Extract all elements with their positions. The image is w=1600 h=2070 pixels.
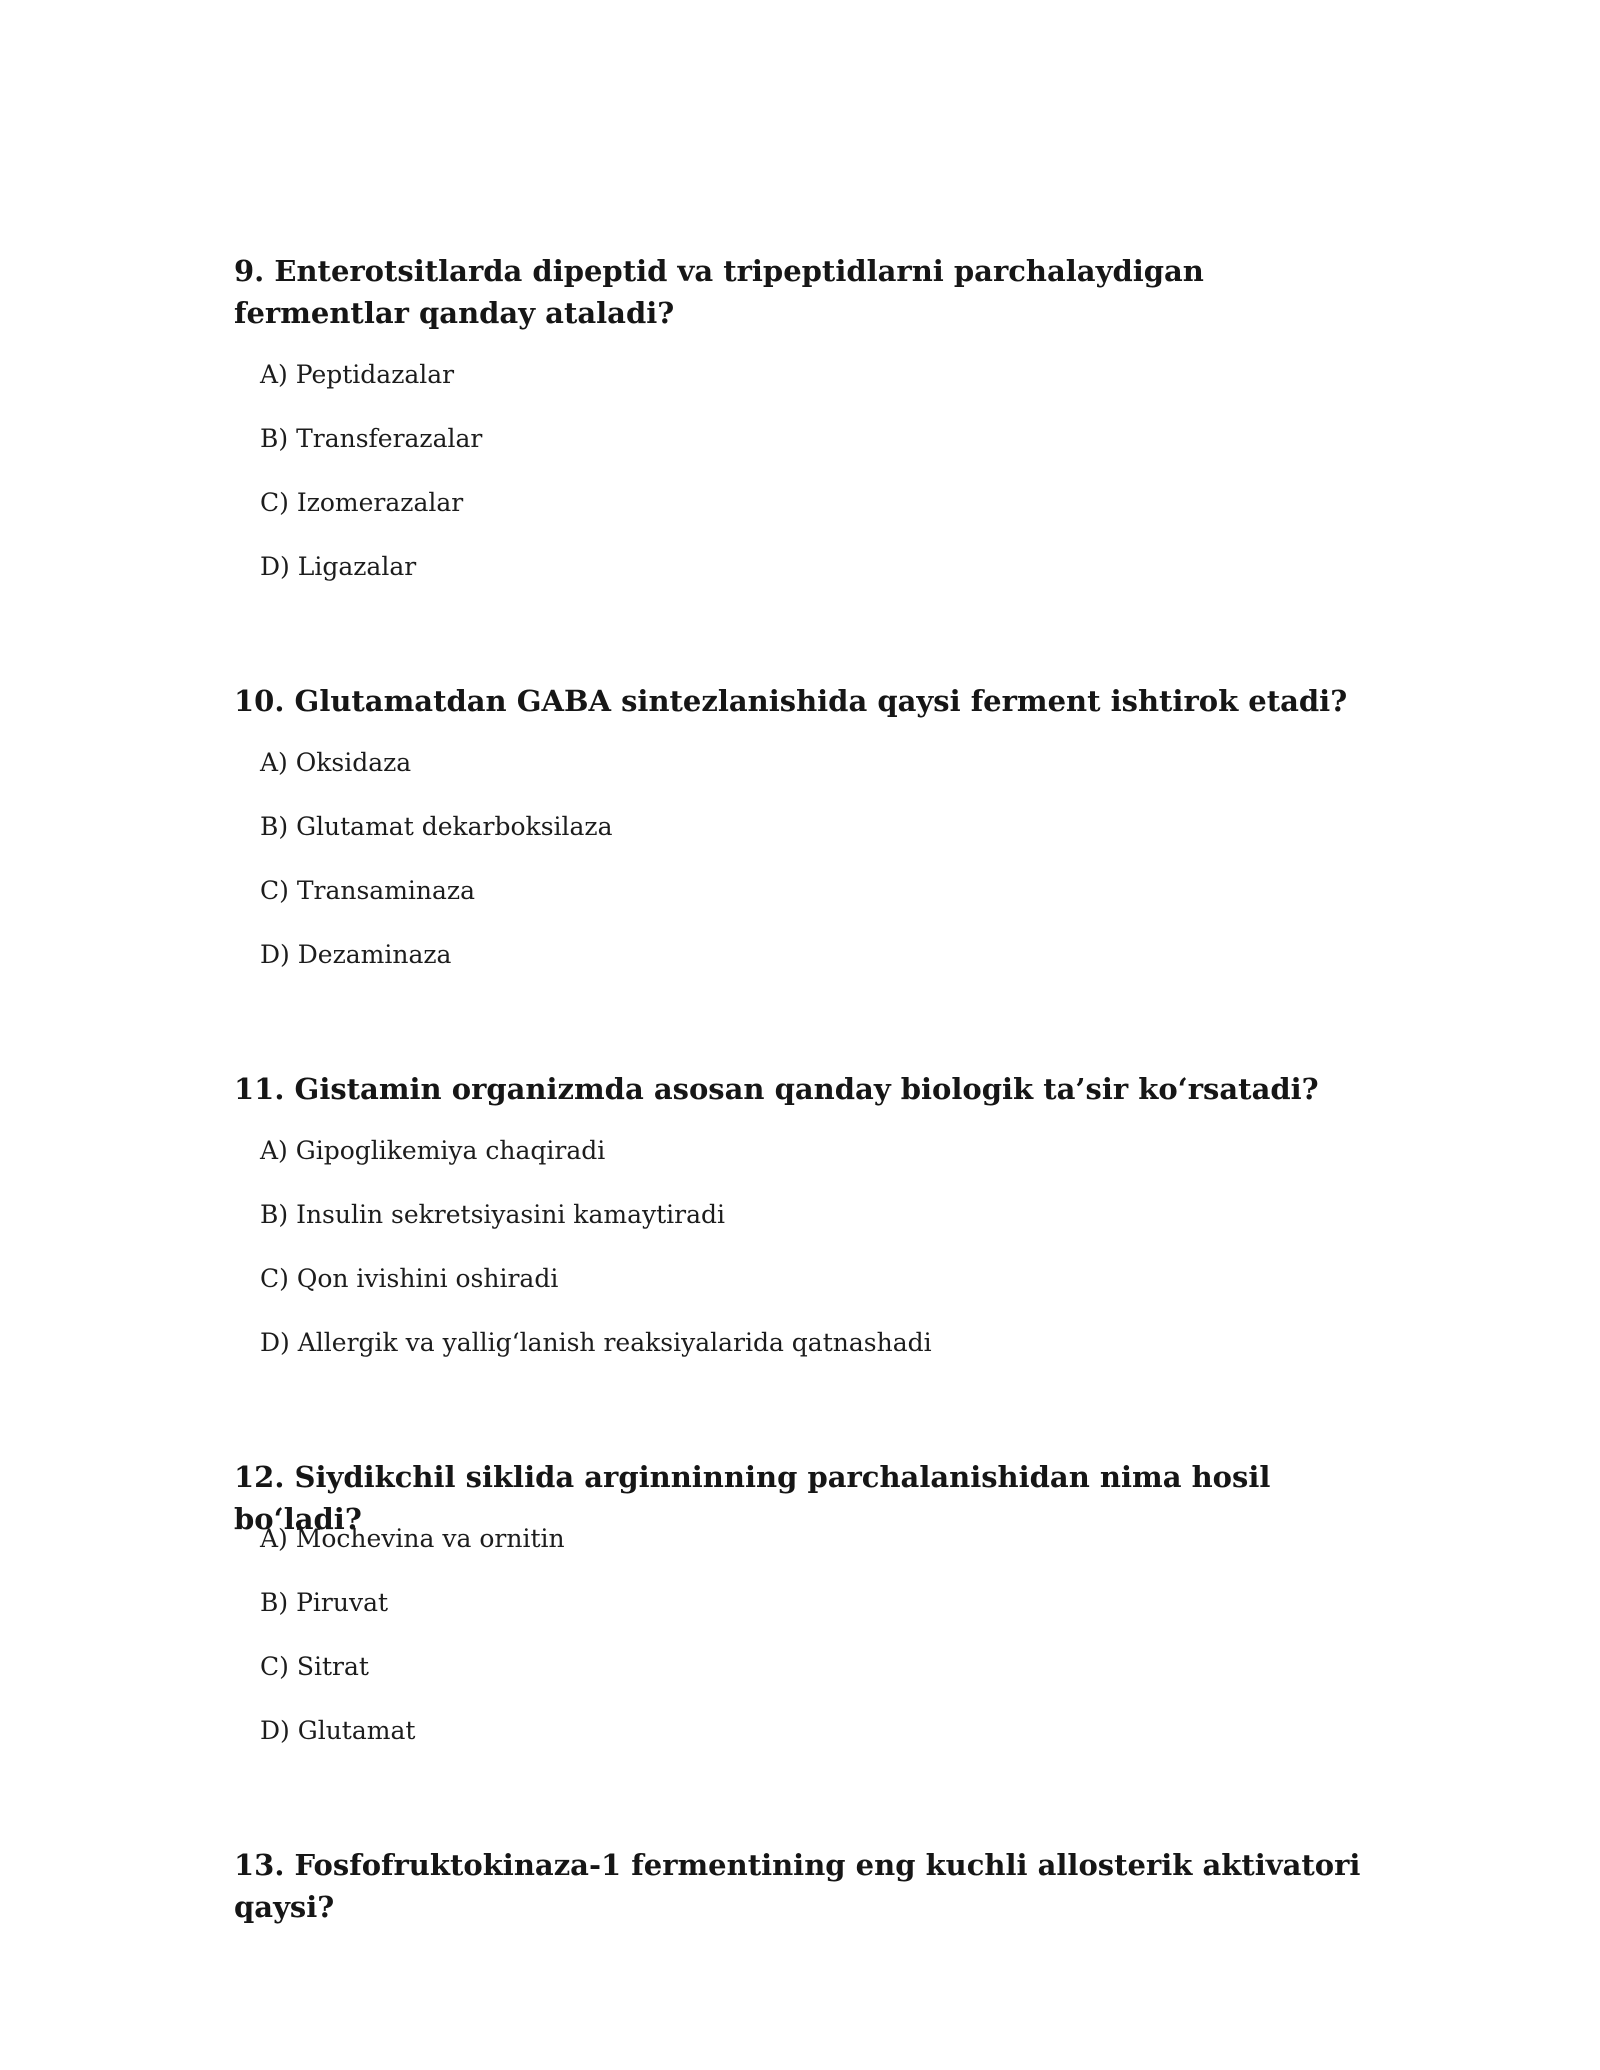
option-b: B) Glutamat dekarboksilaza bbox=[260, 812, 613, 841]
question-title: 10. Glutamatdan GABA sintezlanishida qaysi ferment ishtirok etadi? bbox=[234, 684, 1348, 718]
option-b: B) Transferazalar bbox=[260, 424, 483, 453]
option-b: B) Piruvat bbox=[260, 1588, 389, 1617]
option-d: D) Dezaminaza bbox=[260, 940, 452, 969]
question-title: 9. Enterotsitlarda dipeptid va tripeptidlarni parchalaydigan fermentlar qanday ataladi? bbox=[234, 254, 1204, 330]
option-c: C) Transaminaza bbox=[260, 876, 475, 905]
option-d: D) Allergik va yallig‘lanish reaksiyalarida qatnashadi bbox=[260, 1328, 932, 1357]
question-9 bbox=[234, 250, 1364, 581]
option-a: A) Oksidaza bbox=[260, 748, 412, 777]
question-title: 11. Gistamin organizmda asosan qanday biologik ta’sir ko‘rsatadi? bbox=[234, 1072, 1319, 1106]
question-12 bbox=[234, 1456, 1364, 1745]
option-c: C) Sitrat bbox=[260, 1652, 369, 1681]
option-c: C) Izomerazalar bbox=[260, 488, 464, 517]
option-c: C) Qon ivishini oshiradi bbox=[260, 1264, 559, 1293]
option-a: A) Gipoglikemiya chaqiradi bbox=[260, 1136, 606, 1165]
question-10 bbox=[234, 680, 1364, 969]
option-d: D) Glutamat bbox=[260, 1716, 416, 1745]
question-11 bbox=[234, 1068, 1364, 1357]
option-d: D) Ligazalar bbox=[260, 552, 417, 581]
option-a: A) Mochevina va ornitin bbox=[260, 1524, 565, 1553]
option-b: B) Insulin sekretsiyasini kamaytiradi bbox=[260, 1200, 725, 1229]
option-a: A) Peptidazalar bbox=[260, 360, 455, 389]
question-title: 12. Siydikchil siklida arginninning parchalanishidan nima hosil bo‘ladi? bbox=[234, 1460, 1271, 1536]
question-13 bbox=[234, 1844, 1364, 1928]
question-title: 13. Fosfofruktokinaza-1 fermentining eng kuchli allosterik aktivatori qaysi? bbox=[234, 1848, 1361, 1924]
